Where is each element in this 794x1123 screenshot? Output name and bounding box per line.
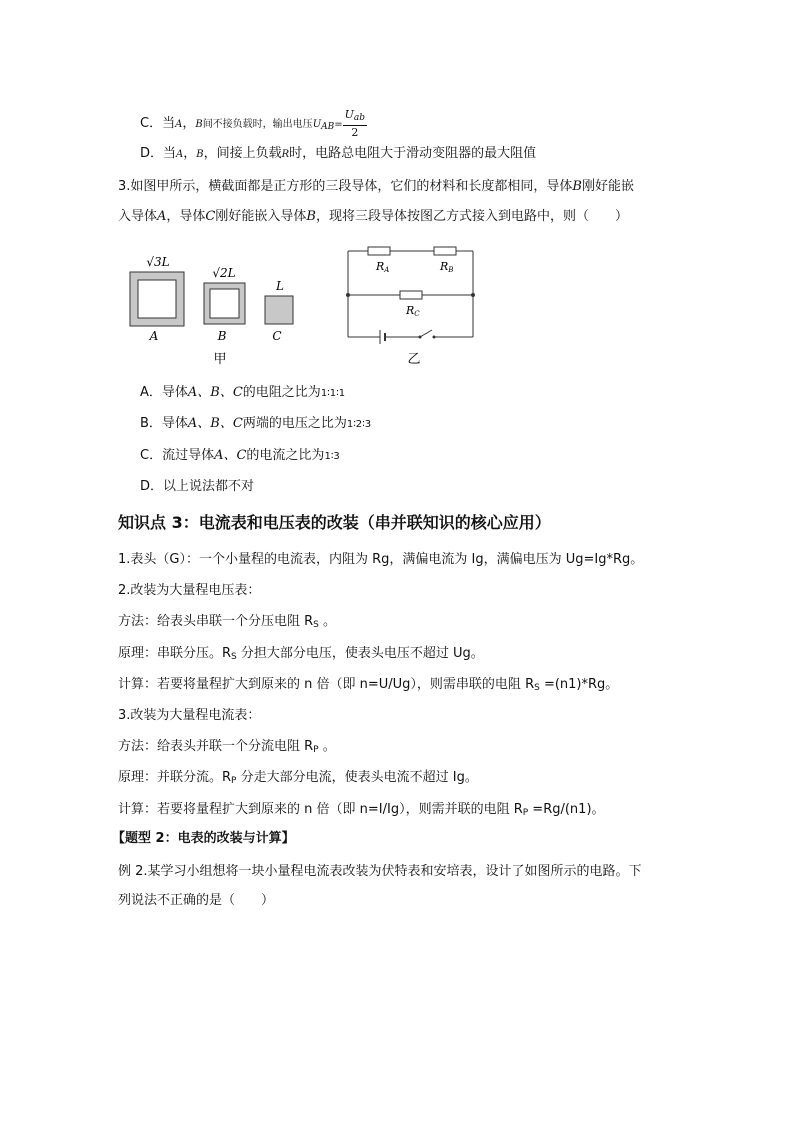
text: 分走大部分电流，使表头电流不超过 Ig。 — [236, 770, 478, 785]
question-3-line2 — [118, 208, 628, 226]
text: 原理：并联分流。R — [118, 770, 232, 785]
dim-c-label: L — [276, 279, 284, 293]
var-u-sub: AB — [321, 122, 335, 132]
option-c-q2 — [140, 108, 367, 139]
var-b: B — [195, 119, 203, 130]
option-d-prefix: D．当 — [140, 146, 177, 161]
section-heading: 知识点 3：电流表和电压表的改装（串并联知识的核心应用） — [118, 513, 551, 532]
conductor-b-hole — [210, 289, 239, 318]
subscript: P — [231, 776, 237, 786]
label-rc: RC — [406, 304, 420, 318]
text: 分担大部分电压，使表头电压不超过 Ug。 — [236, 646, 484, 661]
var-u: U — [312, 119, 322, 130]
q3-option-a — [140, 384, 345, 403]
var-b: B — [572, 179, 582, 194]
text: 原理：串联分压。R — [118, 646, 232, 661]
equals: = — [334, 119, 343, 130]
resistor-ra — [368, 247, 390, 255]
q3-option-d — [140, 478, 254, 496]
text: =Rg/(n1)。 — [528, 802, 605, 817]
frac-num-sub: ab — [353, 113, 366, 123]
var-a: A — [175, 119, 183, 130]
kp3-para-4 — [118, 645, 484, 666]
var-a: A — [157, 209, 167, 224]
opt-text: D．以上说法都不对 — [140, 479, 255, 494]
var-c: C — [205, 209, 216, 224]
dim-a-label: √3L — [146, 255, 170, 269]
subscript: P — [522, 808, 529, 818]
opt-text: 两端的电压之比为 — [242, 416, 347, 431]
q3-option-b — [140, 415, 371, 434]
q3-text: 3.如图甲所示，横截面都是正方形的三段导体，它们的材料和长度都相同，导体 — [118, 179, 573, 194]
text: 方法：给表头并联一个分流电阻 R — [118, 739, 314, 754]
opt-vars: A、B、C — [187, 416, 243, 431]
kp3-para-6: 3.改装为大量程电流表： — [118, 708, 261, 723]
junction-left — [346, 293, 350, 297]
subscript: S — [313, 620, 319, 630]
example-2-line1: 例 2.某学习小组想将一块小量程电流表改装为伏特表和安培表，设计了如图所示的电路。下 — [118, 864, 642, 879]
opt-prefix: A．导体 — [140, 385, 188, 400]
label-c: C — [272, 329, 282, 343]
caption-yi: 乙 — [407, 352, 421, 367]
q3-text: ，现将三段导体按图乙方式接入到电路中，则（ ） — [315, 209, 628, 224]
conductor-c — [265, 296, 293, 324]
frac-num: U — [344, 108, 354, 121]
type-heading: 【题型 2：电表的改装与计算】 — [112, 831, 295, 846]
kp3-para-3 — [118, 613, 336, 634]
question-3-line1 — [118, 178, 634, 196]
opt-ratio: 1∶2∶3 — [346, 419, 372, 430]
text: 。 — [318, 614, 337, 629]
resistor-rb — [434, 247, 456, 255]
frac-den: 2 — [351, 126, 359, 139]
opt-vars: A、B、C — [187, 385, 243, 400]
caption-jia: 甲 — [213, 352, 227, 367]
var-b: B — [306, 209, 316, 224]
junction-right — [471, 293, 475, 297]
fraction — [343, 108, 367, 139]
text: 计算：若要将量程扩大到原来的 n 倍（即 n=U/Ug），则需串联的电阻 R — [118, 677, 535, 692]
kp3-para-9 — [118, 801, 605, 822]
switch-pivot — [419, 336, 422, 339]
opt-ratio: 1∶3 — [324, 451, 340, 462]
q3-text: 入导体 — [118, 209, 158, 224]
opt-vars: A、C — [214, 448, 247, 463]
kp3-para-5 — [118, 676, 618, 697]
switch-contact — [433, 336, 436, 339]
sep: ， — [182, 116, 196, 131]
kp3-para-2: 2.改装为大量程电压表： — [118, 583, 261, 598]
opt-text: 的电阻之比为 — [242, 385, 321, 400]
text: 方法：给表头串联一个分压电阻 R — [118, 614, 314, 629]
var-a: A — [176, 149, 184, 160]
option-d-q2 — [140, 145, 536, 164]
label-a: A — [149, 329, 159, 343]
option-c-prefix: C．当 — [140, 116, 176, 131]
figure-jia — [118, 250, 318, 370]
opt-prefix: C．流过导体 — [140, 448, 215, 463]
subscript: P — [313, 745, 319, 755]
resistor-rc — [400, 291, 422, 299]
opt-text: 的电流之比为 — [246, 448, 325, 463]
kp3-para-1: 1.表头（G）：一个小量程的电流表，内阻为 Rg，满偏电流为 Ig，满偏电压为 Ug=Ig*Rg。 — [118, 552, 644, 567]
text: 计算：若要将量程扩大到原来的 n 倍（即 n=I/Ig），则需并联的电阻 R — [118, 802, 523, 817]
conductor-a-hole — [138, 280, 176, 318]
sep: ，间接上负载 — [203, 146, 282, 161]
label-b: B — [217, 329, 227, 343]
switch — [420, 330, 432, 337]
text: =(n1)*Rg。 — [539, 677, 619, 692]
label-rb: RB — [440, 260, 454, 274]
example-2-line2: 列说法不正确的是（ ） — [118, 893, 275, 908]
kp3-para-8 — [118, 769, 478, 790]
figure-yi-circuit — [340, 240, 485, 370]
text: 。 — [318, 739, 336, 754]
option-c-text: 间不接负载时，输出电压 — [202, 119, 313, 130]
subscript: S — [231, 652, 237, 662]
var-r: R — [281, 149, 290, 160]
q3-text: 刚好能嵌 — [581, 179, 634, 194]
option-d-text: 时，电路总电阻大于滑动变阻器的最大阻值 — [289, 146, 537, 161]
sep: ， — [183, 146, 197, 161]
opt-ratio: 1∶1∶1 — [320, 388, 346, 399]
var-b: B — [196, 149, 204, 160]
q3-text: ，导体 — [166, 209, 206, 224]
dim-b-label: √2L — [212, 266, 236, 280]
opt-prefix: B．导体 — [140, 416, 188, 431]
q3-option-c — [140, 447, 340, 466]
subscript: S — [534, 683, 540, 693]
q3-text: 刚好能嵌入导体 — [215, 209, 307, 224]
label-ra: RA — [376, 260, 390, 274]
kp3-para-7 — [118, 738, 336, 759]
